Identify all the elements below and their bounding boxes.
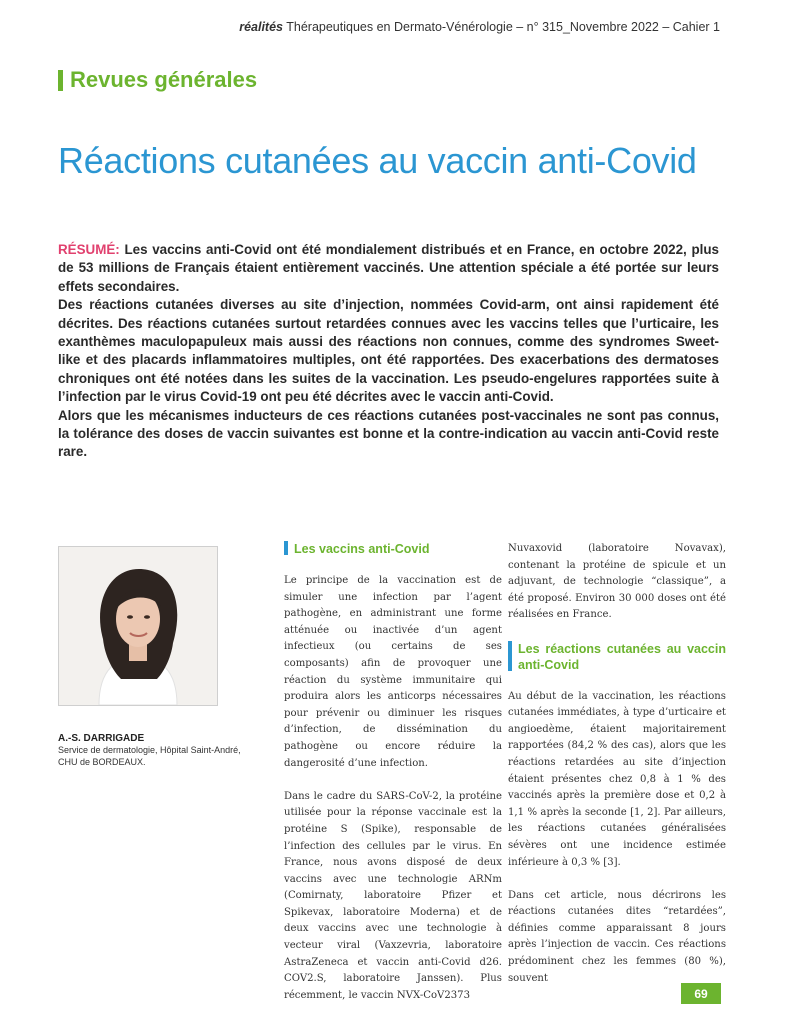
author-name: A.-S. DARRIGADE: [58, 733, 145, 744]
journal-issue: Thérapeutiques en Dermato-Vénérologie – n° 315_Novembre 2022 – Cahier 1: [283, 20, 720, 34]
col1-paragraph-2: Dans le cadre du SARS-CoV-2, la protéine utilisée pour la réponse vaccinale est la protéine S (Spike), responsable de l’infection des cellules par le virus. En France, nous avons disposé de deux vaccins avec une technologie ARNm (Comirnaty, laboratoire Pfizer et Spikevax, laboratoire Moderna) et de deux vaccins avec une technologie à vecteur viral (Vaxzevria, laboratoire AstraZeneca et vaccin anti-Covid d26. COV2.S, laboratoire Janssen). Plus récemment, le vaccin NVX-CoV2373: [284, 790, 502, 1001]
col1-paragraph-1: Le principe de la vaccination est de simuler une infection par l’agent pathogène, en administrant une forme atténuée ou inactivée d’un agent infectieux (ou certains de ses composants) afin de provoquer une réaction du système immunitaire qui produira alors les anticorps nécessaires pour prévenir ou diminuer les risques d’infection, de dissémination du pathogène ou encore réduire la dangerosité d’une infection.: [284, 575, 502, 769]
col2-paragraph-1: Au début de la vaccination, les réactions cutanées immédiates, à type d’urticaire et angioedème, étaient majoritairement rapportées (84,2 % des cas), alors que les réactions retardées au site d’injection étaient présentes chez 0,8 à 1 % des vaccinés après la première dose et 0,2 à 1,1 % après la seconde [1, 2]. Par ailleurs, les réactions cutanées généralisées sévères ont une incidence estimée inférieure à 0,3 % [3].: [508, 690, 726, 868]
body-column-1: [284, 541, 502, 1021]
abstract: [58, 241, 719, 462]
author-portrait: [59, 547, 217, 705]
abstract-lead: RÉSUMÉ:: [58, 242, 120, 257]
article-title: Réactions cutanées au vaccin anti-Covid: [58, 140, 697, 181]
journal-brand: réalités: [239, 20, 283, 34]
author-block: [58, 733, 268, 768]
subheading-text: Les réactions cutanées au vaccin anti-Covid: [518, 641, 726, 672]
section-bar: [58, 70, 63, 91]
abstract-paragraph-1: [58, 241, 719, 296]
subheading-reactions: [508, 641, 726, 673]
body-column-2: [508, 541, 726, 1004]
subheading-vaccins: [284, 541, 502, 557]
author-affiliation-1: Service de dermatologie, Hôpital Saint-André,: [58, 745, 241, 755]
col2-paragraph-0: Nuvaxovid (laboratoire Novavax), contenant la protéine de spicule et un adjuvant, de technologie “classique”, a été proposé. Environ 30 000 doses ont été réalisées en France.: [508, 543, 726, 621]
abstract-paragraph-3: Alors que les mécanismes inducteurs de ces réactions cutanées post-vaccinales ne sont pas connus, la tolérance des doses de vaccin suivantes est bonne et la contre-indication au vaccin anti-Covid reste rare.: [58, 407, 719, 460]
page-number: 69: [681, 983, 721, 1004]
author-photo: [58, 546, 218, 706]
abstract-paragraph-2: Des réactions cutanées diverses au site d’injection, nommées Covid-arm, ont ainsi rapidement été décrites. Des réactions cutanées surtout retardées connues avec les vaccins telles que l’urticaire, les exanthèmes maculopapuleux mais aussi des réactions non connues, comme des syndromes Sweet-like et des placards inflammatoires multiples, ont été rapportées. Des exacerbations des dermatoses chroniques ont été notées dans les suites de la vaccination. Les pseudo-engelures rapportées suite à l’infection par le virus Covid-19 ont peu été décrites avec le vaccin anti-Covid.: [58, 297, 719, 405]
subheading-bar: [508, 641, 512, 671]
abstract-text-1: Les vaccins anti-Covid ont été mondialement distribués et en France, en octobre 2022, plus de 53 millions de Français étaient entièrement vaccinés. Une attention spéciale a été portée sur leurs effets secondaires.: [58, 242, 719, 294]
subheading-text: Les vaccins anti-Covid: [294, 542, 430, 556]
col2-paragraph-2: Dans cet article, nous décrirons les réactions cutanées dites “retardées”, définies comme apparaissant 8 jours après l’injection de vaccin. Ces réactions prédominent chez les femmes (80 %), souvent: [508, 889, 726, 984]
section-banner: [58, 67, 257, 93]
author-affiliation-2: CHU de BORDEAUX.: [58, 757, 146, 767]
running-header: [239, 20, 720, 34]
subheading-bar: [284, 541, 288, 555]
section-label: Revues générales: [70, 67, 258, 92]
